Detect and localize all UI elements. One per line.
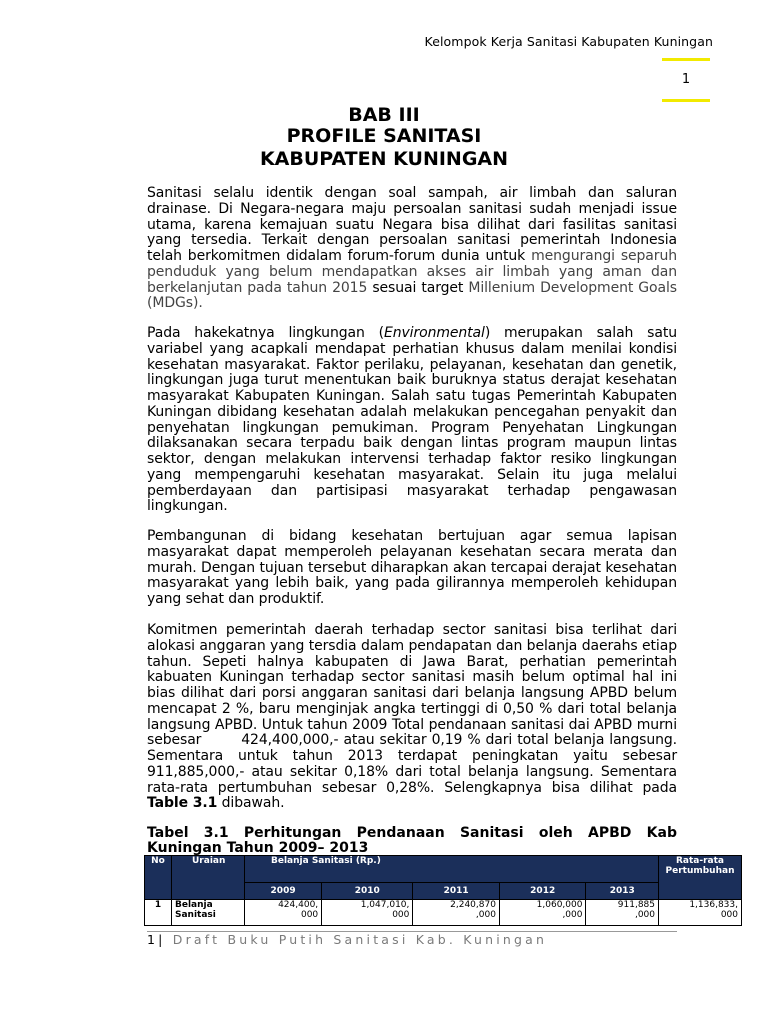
table-head-year: 2009: [245, 883, 322, 900]
table-head-year: 2011: [413, 883, 500, 900]
paragraph-1-text-d: Millenium Development Goals (MDGs).: [147, 279, 677, 312]
table-cell-no: 1: [145, 900, 172, 926]
table-caption: Tabel 3.1 Perhitungan Pendanaan Sanitasi oleh APBD Kab Kuningan Tahun 2009– 2013: [147, 825, 677, 856]
table-head-uraian: Uraian: [172, 856, 245, 900]
paragraph-4: [147, 622, 686, 812]
paragraph-1-text-b: mengurangi separuh penduduk yang belum mendapatkan akses air limbah yang aman dan berkelanjutan pada tahun 2015: [147, 248, 677, 296]
table-cell-value: 2,240,870 ,000: [413, 900, 500, 926]
paragraph-1: [147, 186, 677, 312]
paragraph-2-text-a: Pada hakekatnya lingkungan (: [147, 325, 384, 341]
table-cell-uraian: Belanja Sanitasi: [172, 900, 245, 926]
paragraph-4-text-b: dibawah.: [217, 795, 285, 812]
paragraph-1-text-c: sesuai target: [372, 279, 469, 296]
paragraph-2-italic: Environmental: [383, 325, 485, 341]
table-cell-value: 424,400, 000: [245, 900, 322, 926]
chapter-subtitle-region: KABUPATEN KUNINGAN: [259, 148, 509, 170]
footer: [147, 932, 547, 947]
running-header: Kelompok Kerja Sanitasi Kabupaten Kuningan: [424, 34, 713, 49]
table-head-year: 2013: [586, 883, 659, 900]
paragraph-2: [147, 326, 677, 515]
table-row: [145, 900, 742, 926]
table-cell-value: 1,047,010, 000: [322, 900, 413, 926]
table-head-rata: Rata-rata Pertumbuhan: [659, 856, 742, 900]
table-head-year: 2010: [322, 883, 413, 900]
paragraph-4-text-a: Komitmen pemerintah daerah terhadap sector sanitasi bisa terlihat dari alokasi anggaran yang tersdia dalam pendapatan dan belanja daerahs etiap tahun. Sepeti halnya kabupaten di Jawa Barat, perhatian pemerintah kabuaten Kuningan terhadap sector sanitasi masih belum optimal hal ini bias dilihat dari porsi anggaran sanitasi dari belanja langsung APBD belum mencapat 2 %, baru menginjak angka tertinggi di 0,50 % dari total belanja langsung APBD. Untuk tahun 2009 Total pendanaan sanitasi dai APBD murni sebesar 424,400,000,- atau sekitar 0,19 % dari total belanja langsung. Sementara untuk tahun 2013 terdapat peningkatan yaitu sebesar 911,885,000,- atau sekitar 0,18% dari total belanja langsung. Sementara rata-rata pertumbuhan sebesar 0,28%. Selengkapnya bisa dilihat pada: [147, 622, 686, 796]
paragraph-2-text-b: ) merupakan salah satu variabel yang acapkali mendapat perhatian khusus dalam menilai kondisi kesehatan masyarakat. Faktor perilaku, pelayanan, kesehatan dan genetik, lingkungan juga turut menentukan baik buruknya status derajat kesehatan masyarakat Kabupaten Kuningan. Salah satu tugas Pemerintah Kabupaten Kuningan dibidang kesehatan adalah melakukan pencegahan penyakit dan penyehatan lingkungan pemukiman. Program Penyehatan Lingkungan dilaksanakan secara terpadu baik dengan lintas program maupun lintas sektor, dengan melakukan intervensi terhadap faktor resiko lingkungan yang mempengaruhi kesehatan masyarakat. Selain itu juga melalui pemberdayaan dan partisipasi masyarakat terhadap pengawasan lingkungan.: [147, 325, 677, 515]
table-cell-rata: 1,136,833, 000: [659, 900, 742, 926]
table-cell-value: 911,885 ,000: [586, 900, 659, 926]
footer-page-number: 1: [147, 932, 159, 947]
footer-separator: |: [158, 932, 166, 947]
paragraph-3: Pembangunan di bidang kesehatan bertujuan agar semua lapisan masyarakat dapat memperoleh pelayanan kesehatan secara merata dan murah. Dengan tujuan tersebut diharapkan akan tercapai derajat kesehatan masyarakat yang lebih baik, yang pada gilirannya memperoleh kehidupan yang sehat dan produktif.: [147, 528, 677, 607]
table-cell-value: 1,060,000 ,000: [499, 900, 586, 926]
chapter-subtitle: PROFILE SANITASI: [286, 125, 482, 147]
table-head-no: No: [145, 856, 172, 900]
table-head-year: 2012: [499, 883, 586, 900]
paragraph-4-table-ref: Table 3.1: [147, 795, 218, 812]
paragraph-1-text-a: Sanitasi selalu identik dengan soal sampah, air limbah dan saluran drainase. Di Negara-negara maju persoalan sanitasi sudah menjadi issue utama, karena kemajuan suatu Negara bisa dilihat dari fasilitas sanitasi yang tersedia. Terkait dengan persoalan sanitasi pemerintah Indonesia telah berkomitmen didalam forum-forum dunia untuk: [147, 185, 677, 264]
table-head-belanja: Belanja Sanitasi (Rp.): [245, 856, 659, 883]
sanitation-budget-table: [144, 855, 742, 926]
footer-text: Draft Buku Putih Sanitasi Kab. Kuningan: [172, 932, 548, 947]
chapter-title: BAB III: [348, 104, 420, 126]
page-number-badge: 1: [662, 58, 710, 102]
